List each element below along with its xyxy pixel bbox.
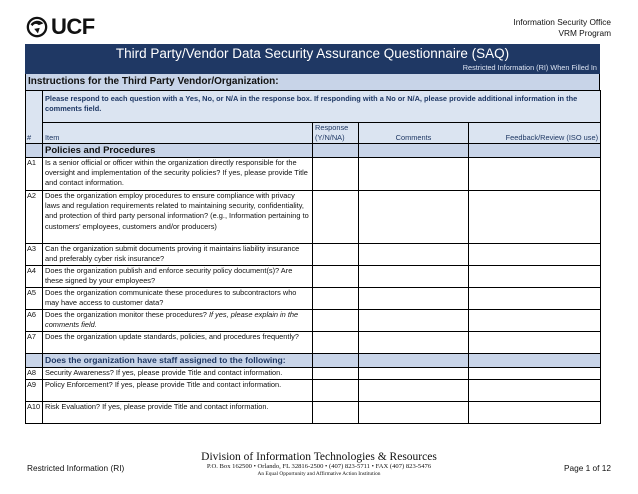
pegasus-icon [26,16,48,38]
question-text: Security Awareness? If yes, please provide Title and contact information. [45,368,283,377]
section-title: Does the organization have staff assigned to the following: [43,354,313,368]
question-row [26,244,601,266]
question-text: Does the organization communicate these procedures to subcontractors who may have access to customer data? [45,288,297,308]
response-input[interactable] [313,310,359,332]
col-num-header: # [26,91,43,144]
column-header-row [26,122,601,143]
question-text-cell [43,402,313,424]
feedback-input[interactable] [469,332,601,354]
question-number: A8 [26,368,43,380]
section-row [26,144,601,158]
comments-input[interactable] [359,158,469,191]
section-response-cell [313,354,359,368]
response-input[interactable] [313,402,359,424]
page-number: Page 1 of 12 [563,463,611,473]
page-title: Third Party/Vendor Data Security Assurance Questionnaire (SAQ) [115,46,510,61]
question-number: A4 [26,266,43,288]
office-info [513,17,611,39]
section-comments-cell [359,144,469,158]
response-input[interactable] [313,368,359,380]
footer-division [178,451,460,478]
comments-input[interactable] [359,380,469,402]
col-response-header: Response (Y/N/NA) [313,122,359,143]
ucf-logo [26,14,95,40]
feedback-input[interactable] [469,402,601,424]
comments-input[interactable] [359,191,469,244]
comments-input[interactable] [359,368,469,380]
office-line-1: Information Security Office [513,17,611,27]
question-text-cell [43,158,313,191]
question-text-cell [43,191,313,244]
questionnaire-table [25,90,601,424]
col-feedback-header: Feedback/Review (ISO use) [469,122,601,143]
feedback-input[interactable] [469,368,601,380]
question-text-cell [43,310,313,332]
response-input[interactable] [313,332,359,354]
question-text: Does the organization monitor these procedures? [45,310,209,319]
feedback-input[interactable] [469,244,601,266]
comments-input[interactable] [359,310,469,332]
question-row [26,380,601,402]
question-text: Is a senior official or officer within the organization directly responsible for the oversight and implementation of the security policies? If yes, please provide Title and contact information. [45,158,308,188]
comments-input[interactable] [359,266,469,288]
logo-text: UCF [51,14,95,39]
question-row [26,310,601,332]
feedback-input[interactable] [469,380,601,402]
response-input[interactable] [313,244,359,266]
feedback-input[interactable] [469,310,601,332]
question-number: A10 [26,402,43,424]
header-row [26,91,601,123]
comments-input[interactable] [359,332,469,354]
comments-input[interactable] [359,402,469,424]
question-text-cell [43,288,313,310]
question-number: A3 [26,244,43,266]
question-text-cell [43,332,313,354]
title-bar [25,44,600,74]
section-feedback-cell [469,354,601,368]
question-text: Does the organization update standards, policies, and procedures frequently? [45,332,299,341]
question-row [26,266,601,288]
section-num-cell [26,354,43,368]
question-row [26,332,601,354]
question-number: A9 [26,380,43,402]
question-row [26,368,601,380]
feedback-input[interactable] [469,266,601,288]
question-text: Does the organization publish and enforce security policy document(s)? Are these signed by your employees? [45,266,293,286]
question-number: A1 [26,158,43,191]
office-line-2: VRM Program [558,28,611,38]
question-text-cell [43,368,313,380]
restricted-note: Restricted Information (RI) When Filled In [462,63,597,72]
response-input[interactable] [313,380,359,402]
eeo-statement: An Equal Opportunity and Affirmative Action Institution [257,471,381,477]
question-text: Can the organization submit documents proving it maintains liability insurance and preferably cyber risk insurance? [45,244,300,264]
section-comments-cell [359,354,469,368]
question-text-cell [43,380,313,402]
feedback-input[interactable] [469,158,601,191]
question-number: A5 [26,288,43,310]
feedback-input[interactable] [469,191,601,244]
section-num-cell [26,144,43,158]
division-address: P.O. Box 162500 • Orlando, FL 32816-2500 • (407) 823-5711 • FAX (407) 823-5476 [206,463,432,470]
comments-input[interactable] [359,244,469,266]
question-number: A7 [26,332,43,354]
question-row [26,158,601,191]
comments-input[interactable] [359,288,469,310]
instructions-text: Please respond to each question with a Yes, No, or N/A in the response box. If responding with a No or N/A, please provide additional information in the comments field. [43,91,601,123]
question-text-cell [43,244,313,266]
section-title: Policies and Procedures [43,144,313,158]
question-text: Policy Enforcement? If yes, please provide Title and contact information. [45,380,282,389]
col-item-header: Item [43,122,313,143]
instructions-heading: Instructions for the Third Party Vendor/Organization: [25,74,600,90]
question-text: Risk Evaluation? If yes, please provide Title and contact information. [45,402,269,411]
question-number: A2 [26,191,43,244]
question-number: A6 [26,310,43,332]
question-italic-note: If yes, please explain in the comments field. [45,310,299,330]
question-row [26,191,601,244]
response-input[interactable] [313,158,359,191]
response-input[interactable] [313,266,359,288]
question-text-cell [43,266,313,288]
section-response-cell [313,144,359,158]
feedback-input[interactable] [469,288,601,310]
section-row [26,354,601,368]
col-comments-header: Comments [359,122,469,143]
response-input[interactable] [313,191,359,244]
division-name: Division of Information Technologies & Resources [201,451,437,463]
question-row [26,288,601,310]
response-input[interactable] [313,288,359,310]
question-text: Does the organization employ procedures to ensure compliance with privacy laws and regulation requirements related to maintaining security, confidentiality, and protection of third party personal information? (e.g., Information pertaining to customers' employees, customers and/or producers) [45,191,309,231]
question-row [26,402,601,424]
footer-restricted: Restricted Information (RI) [27,463,125,473]
section-feedback-cell [469,144,601,158]
